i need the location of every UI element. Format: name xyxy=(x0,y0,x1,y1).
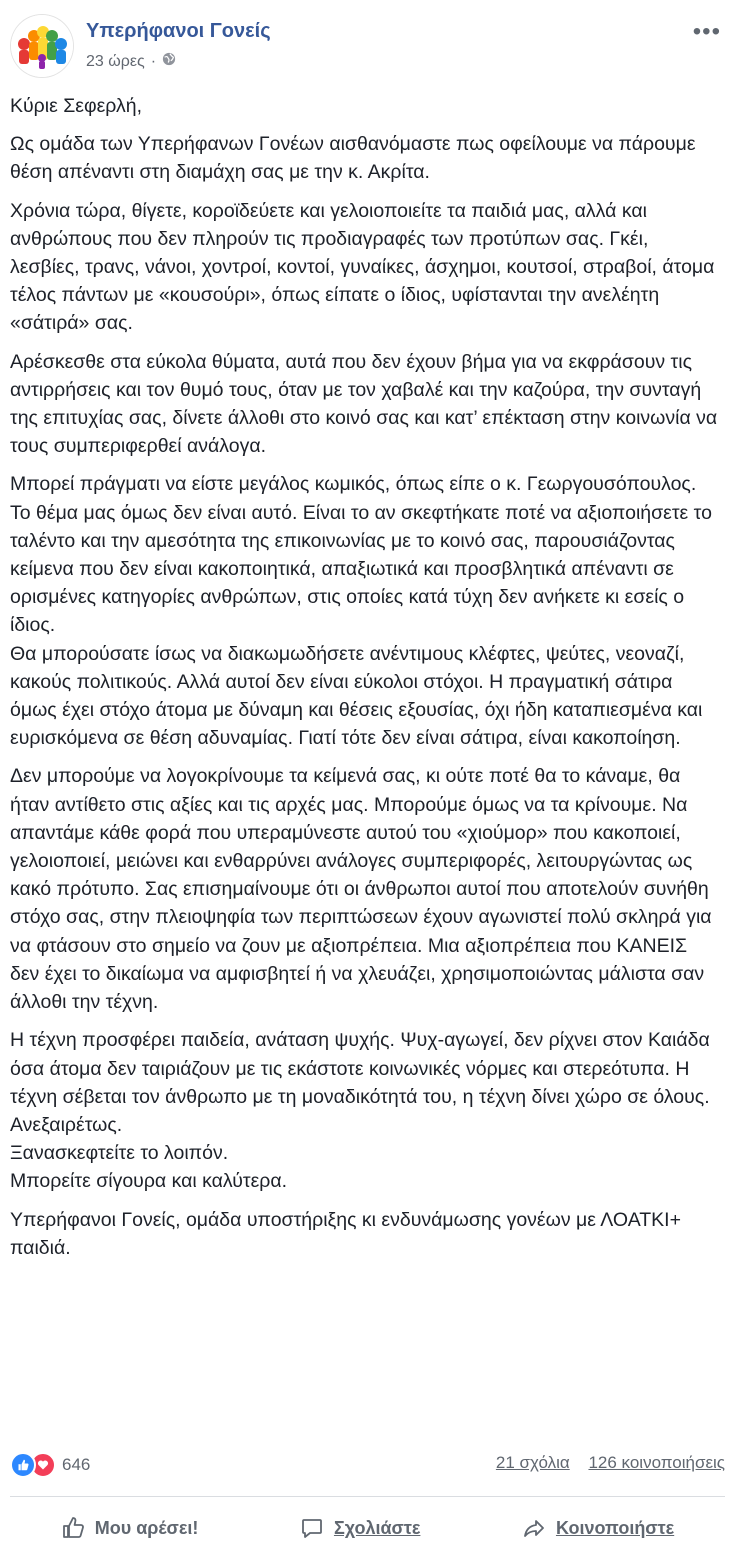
post-paragraph: Κύριε Σεφερλή, xyxy=(10,95,143,117)
comment-icon xyxy=(300,1516,324,1540)
logo-icon xyxy=(10,14,74,78)
globe-icon[interactable] xyxy=(162,52,176,71)
shares-count-link[interactable]: 126 κοινοποιήσεις xyxy=(588,1453,725,1472)
post-actions xyxy=(10,1508,725,1548)
engagement-stats xyxy=(482,1453,725,1473)
like-button-label: Μου αρέσει! xyxy=(94,1517,199,1538)
share-button-label: Κοινοποιήστε xyxy=(555,1517,675,1538)
meta-separator: · xyxy=(150,52,157,70)
reaction-count: 646 xyxy=(62,1455,91,1474)
post-header xyxy=(10,14,725,84)
post-body xyxy=(10,92,720,1272)
post-paragraph: Χρόνια τώρα, θίγετε, κοροϊδεύετε και γελοιοποιείτε τα παιδιά μας, αλλά και ανθρώπους που δεν πληρούν τις προδιαγραφές των προτύπων σας. Γκέι, λεσβίες, τρανς, νάνοι, χοντροί, κοντοί, γυναίκες, άσχημοι, κουτσοί, στραβοί, άτομα τέλος πάντων με «κουσούρι», όπως είπατε ο ίδιος, υφίστανται την ανελέητη «σάτιρά» σας. xyxy=(10,199,715,335)
more-options-button[interactable]: ••• xyxy=(692,18,721,45)
post-timestamp[interactable]: 23 ώρες xyxy=(86,52,145,70)
share-icon xyxy=(522,1516,546,1540)
like-icon xyxy=(10,1452,36,1478)
post-paragraph: Δεν μπορούμε να λογοκρίνουμε τα κείμενά σας, κι ούτε ποτέ θα το κάναμε, θα ήταν αντίθετο στις αξίες και τις αρχές μας. Μπορούμε όμως να τα κρίνουμε. Να απαντάμε κάθε φορά που υπεραμύνεστε αυτού του «χιούμορ» που κακοποιεί, γελοιοποιεί, μειώνει και ενθαρρύνει ανάλογες συμπεριφορές, λειτουργώντας ως κακό πρότυπο. Σας επισημαίνουμε ότι οι άνθρωποι αυτοί που αποτελούν συνήθη στόχο σας, στην πλειοψηφία των περιπτώσεων έχουν αγωνιστεί πολύ σκληρά για να φτάσουν στο σημείο να ζουν με αξιοπρέπεια. Μια αξιοπρέπεια που ΚΑΝΕΙΣ δεν έχει το δικαίωμα να αμφισβητεί ή να χλευάζει, χρησιμοποιώντας μάλιστα σαν άλλοθι την τέχνη. xyxy=(10,765,712,1014)
post-paragraph: Υπερήφανοι Γονείς, ομάδα υποστήριξης κι ενδυνάμωσης γονέων με ΛΟΑΤΚΙ+ παιδιά. xyxy=(10,1208,681,1259)
post-paragraph: Η τέχνη προσφέρει παιδεία, ανάταση ψυχής. Ψυχ-αγωγεί, δεν ρίχνει στον Καιάδα όσα άτομα δεν ταιριάζουν με τις εκάστοτε κοινωνικές νόρμες και στερεότυπα. Η τέχνη σέβεται τον άνθρωπο με τη μοναδικότητά του, η τέχνη δίνει χώρο σε όλους. Ανεξαιρέτως. Ξανασκεφτείτε το λοιπόν. Μπορείτε σίγουρα και καλύτερα. xyxy=(10,1029,710,1193)
reactions-summary[interactable] xyxy=(10,1452,90,1478)
post-paragraph: Ως ομάδα των Υπερήφανων Γονέων αισθανόμαστε πως οφείλουμε να πάρουμε θέση απέναντι στη διαμάχη σας με την κ. Ακρίτα. xyxy=(10,133,696,184)
comment-button-label: Σχολιάστε xyxy=(333,1517,421,1538)
comments-count-link[interactable]: 21 σχόλια xyxy=(495,1453,570,1472)
post-stats xyxy=(10,1450,725,1480)
share-button[interactable] xyxy=(522,1516,674,1540)
post-paragraph: Μπορεί πράγματι να είστε μεγάλος κωμικός, όπως είπε ο κ. Γεωργουσόπουλος. Το θέμα μας όμως δεν είναι αυτό. Είναι το αν σκεφτήκατε ποτέ να αξιοποιήσετε το ταλέντο και την αμεσότητα της επικοινωνίας με το κοινό σας, παρουσιάζοντας κείμενα που δεν είναι κακοποιητικά, απαξιωτικά και προσβλητικά απέναντι σε ορισμένες κατηγορίες ανθρώπων, στις οποίες κατά τύχη δεν ανήκετε κι εσείς ο ίδιος. Θα μπορούσατε ίσως να διακωμωδήσετε ανέντιμους κλέφτες, ψεύτες, νεοναζί, κακούς πολιτικούς. Αλλά αυτοί δεν είναι εύκολοι στόχοι. Η πραγματική σάτιρα όμως έχει στόχο άτομα με δύναμη και θέσεις εξουσίας, όχι ήδη καταπιεσμένα και ευρισκόμενα σε θέση αδυναμίας. Γιατί τότε δεν είναι σάτιρα, είναι κακοποίηση. xyxy=(10,473,712,750)
like-button[interactable] xyxy=(61,1516,199,1540)
actions-divider xyxy=(10,1496,725,1497)
thumbs-up-icon xyxy=(61,1516,85,1540)
post-meta xyxy=(86,52,176,71)
comment-button[interactable] xyxy=(300,1516,420,1540)
post-paragraph: Αρέσκεσθε στα εύκολα θύματα, αυτά που δεν έχουν βήμα για να εκφράσουν τις αντιρρήσεις και τον θυμό τους, όταν με τον χαβαλέ και την καζούρα, την συνταγή της επιτυχίας σας, δίνετε άλλοθι στο κοινό σας και κατ’ επέκταση στην κοινωνία να τους συμπεριφερθεί ανάλογα. xyxy=(10,350,718,458)
page-name-link[interactable]: Υπερήφανοι Γονείς xyxy=(86,20,271,42)
page-avatar[interactable] xyxy=(10,14,74,78)
